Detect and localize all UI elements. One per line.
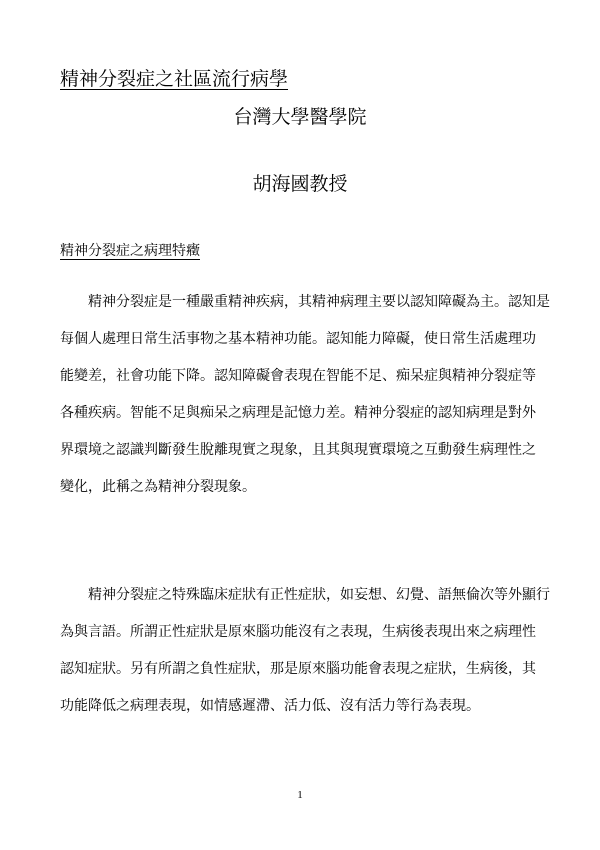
page-number: 1	[297, 789, 303, 801]
paragraph-line: 能變差，社會功能下降。認知障礙會表現在智能不足、痴呆症與精神分裂症等	[60, 368, 536, 384]
section-heading: 精神分裂症之病理特癥	[60, 243, 200, 259]
paragraph-line: 每個人處理日常生活事物之基本精神功能。認知能力障礙，使日常生活處理功	[60, 331, 536, 347]
paragraph-line: 界環境之認識判斷發生脫離現實之現象，且其與現實環境之互動發生病理性之	[60, 442, 536, 458]
paragraph-1	[60, 284, 550, 506]
paragraph-line: 認知症狀。另有所謂之負性症狀，那是原來腦功能會表現之症狀，生病後，其	[60, 661, 536, 677]
paragraph-line: 精神分裂症是一種嚴重精神疾病，其精神病理主要以認知障礙為主。認知是	[88, 294, 550, 310]
author-name: 胡海國教授	[252, 173, 348, 195]
paragraph-line: 變化，此稱之為精神分裂現象。	[60, 479, 256, 495]
institution-name: 台灣大學醫學院	[233, 106, 367, 128]
document-title: 精神分裂症之社區流行病學	[60, 68, 289, 90]
paragraph-line: 為與言語。所謂正性症狀是原來腦功能沒有之表現，生病後表現出來之病理性	[60, 624, 536, 640]
paragraph-line: 精神分裂症之特殊臨床症狀有正性症狀，如妄想、幻覺、語無倫次等外顯行	[88, 587, 550, 603]
paragraph-line: 功能降低之病理表現，如情感遲滯、活力低、沒有活力等行為表現。	[60, 698, 480, 714]
paragraph-line: 各種疾病。智能不足與痴呆之病理是記憶力差。精神分裂症的認知病理是對外	[60, 405, 536, 421]
paragraph-2	[60, 577, 550, 725]
